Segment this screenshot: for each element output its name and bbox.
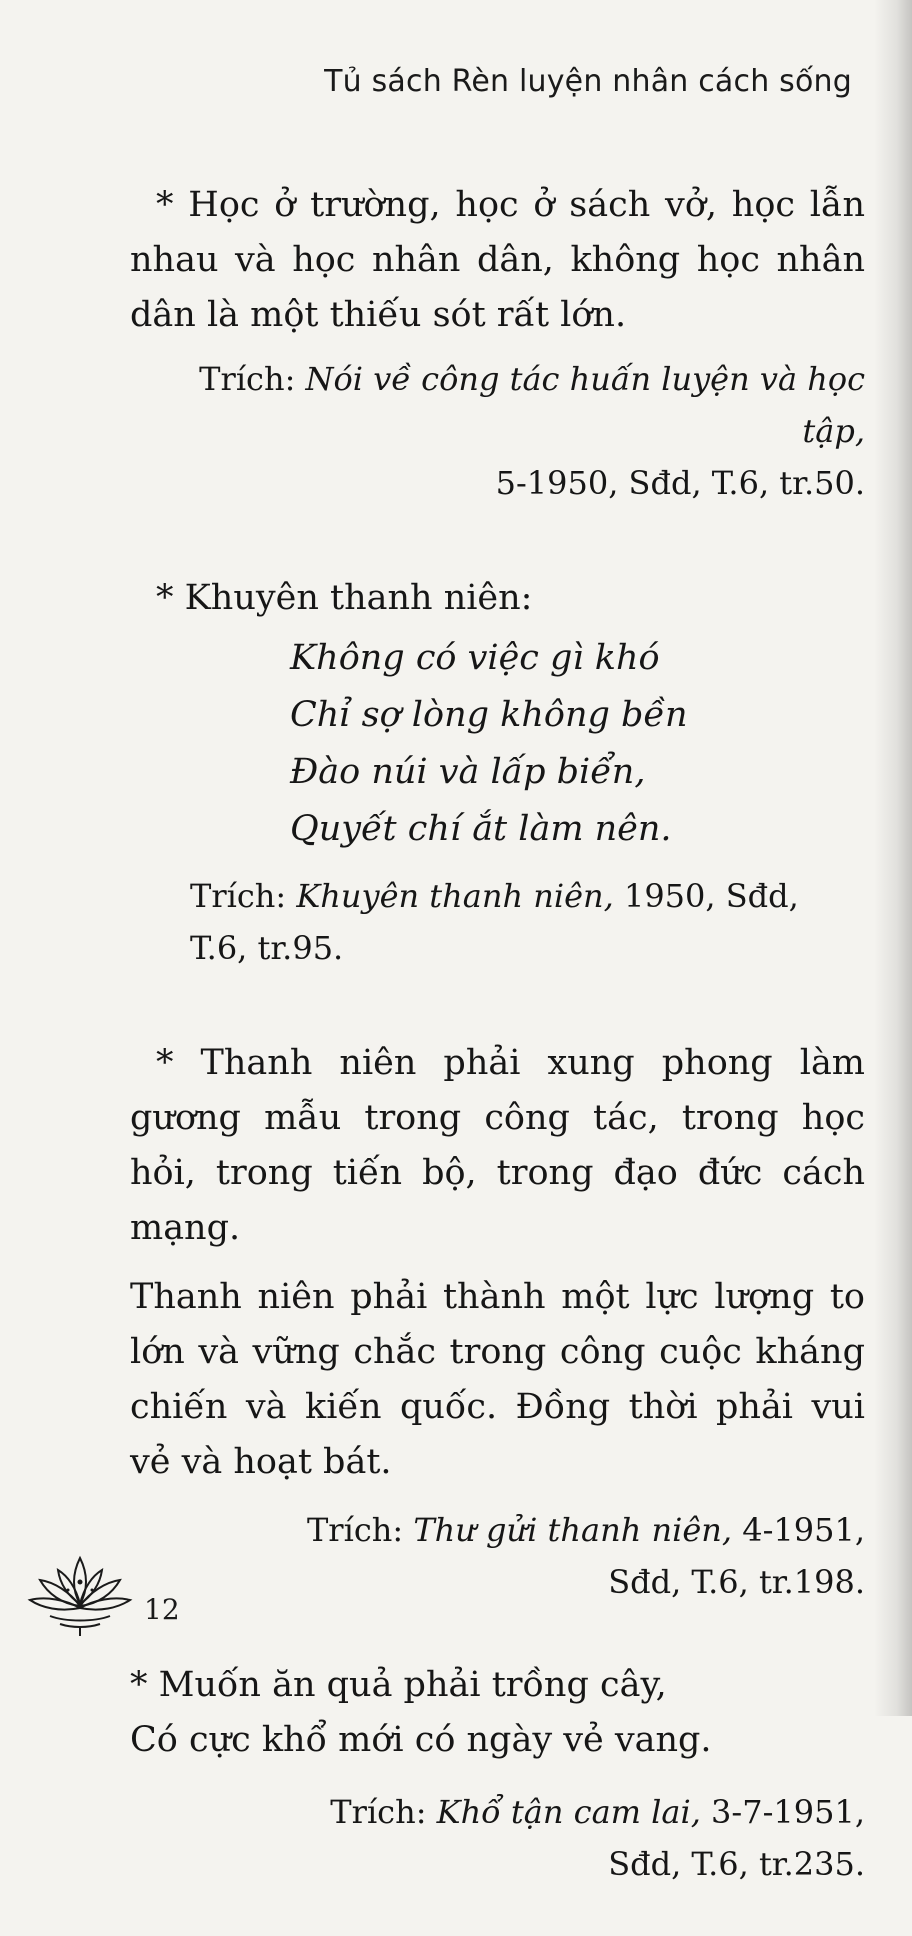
running-header: Tủ sách Rèn luyện nhân cách sống xyxy=(324,64,852,99)
quote-section-1 xyxy=(130,178,865,509)
quote-section-3 xyxy=(130,1036,865,1608)
quote-text: Thanh niên phải thành một lực lượng to lớn và vững chắc trong công cuộc kháng chiến và kiến quốc. Đồng thời phải vui vẻ và hoạt bát. xyxy=(130,1277,865,1482)
page-footer xyxy=(20,1544,180,1640)
citation-prefix: Trích: xyxy=(190,877,287,915)
verse-line: * Muốn ăn quả phải trồng cây, xyxy=(130,1665,667,1705)
citation-title: Khổ tận cam lai, xyxy=(436,1793,701,1831)
page-number: 12 xyxy=(144,1593,180,1626)
quote-text: * Thanh niên phải xung phong làm gương mẫu trong công tác, trong học hỏi, trong tiến bộ, trong đạo đức cách mạng. xyxy=(130,1043,865,1248)
citation-source: Sđd, T.6, tr.235. xyxy=(608,1845,865,1883)
citation xyxy=(130,353,865,509)
quote-section-2 xyxy=(130,571,865,974)
lotus-icon xyxy=(20,1544,140,1640)
citation-title: Nói về công tác huấn luyện và học tập, xyxy=(305,360,865,450)
citation xyxy=(190,870,865,974)
verse xyxy=(130,1658,865,1768)
poem-line: Chỉ sợ lòng không bền xyxy=(290,695,688,735)
citation-source: Sđd, T.6, tr.198. xyxy=(608,1563,865,1601)
citation-source: 1950, Sđd, T.6, tr.95. xyxy=(190,877,799,967)
citation-date: 4-1951, xyxy=(742,1511,865,1549)
poem-line: Không có việc gì khó xyxy=(290,638,660,678)
poem-line: Đào núi và lấp biển, xyxy=(290,752,646,792)
poem-line: Quyết chí ắt làm nên. xyxy=(290,809,672,849)
quote-intro: * Khuyên thanh niên: xyxy=(156,578,533,618)
page-edge-shadow xyxy=(874,0,912,1716)
quote-text: * Học ở trường, học ở sách vở, học lẫn nhau và học nhân dân, không học nhân dân là một thiếu sót rất lớn. xyxy=(130,185,865,335)
citation-source: 5-1950, Sđd, T.6, tr.50. xyxy=(495,464,865,502)
verse-line: Có cực khổ mới có ngày vẻ vang. xyxy=(130,1720,712,1760)
citation-title: Khuyên thanh niên, xyxy=(296,877,614,915)
citation-prefix: Trích: xyxy=(330,1793,427,1831)
citation xyxy=(130,1786,865,1890)
page-content xyxy=(130,178,865,1936)
citation-date: 3-7-1951, xyxy=(711,1793,865,1831)
citation-prefix: Trích: xyxy=(306,1511,404,1549)
quote-section-4 xyxy=(130,1658,865,1890)
poem xyxy=(290,630,865,858)
citation-prefix: Trích: xyxy=(199,360,296,398)
citation-title: Thư gửi thanh niên, xyxy=(413,1511,733,1549)
citation xyxy=(130,1504,865,1608)
